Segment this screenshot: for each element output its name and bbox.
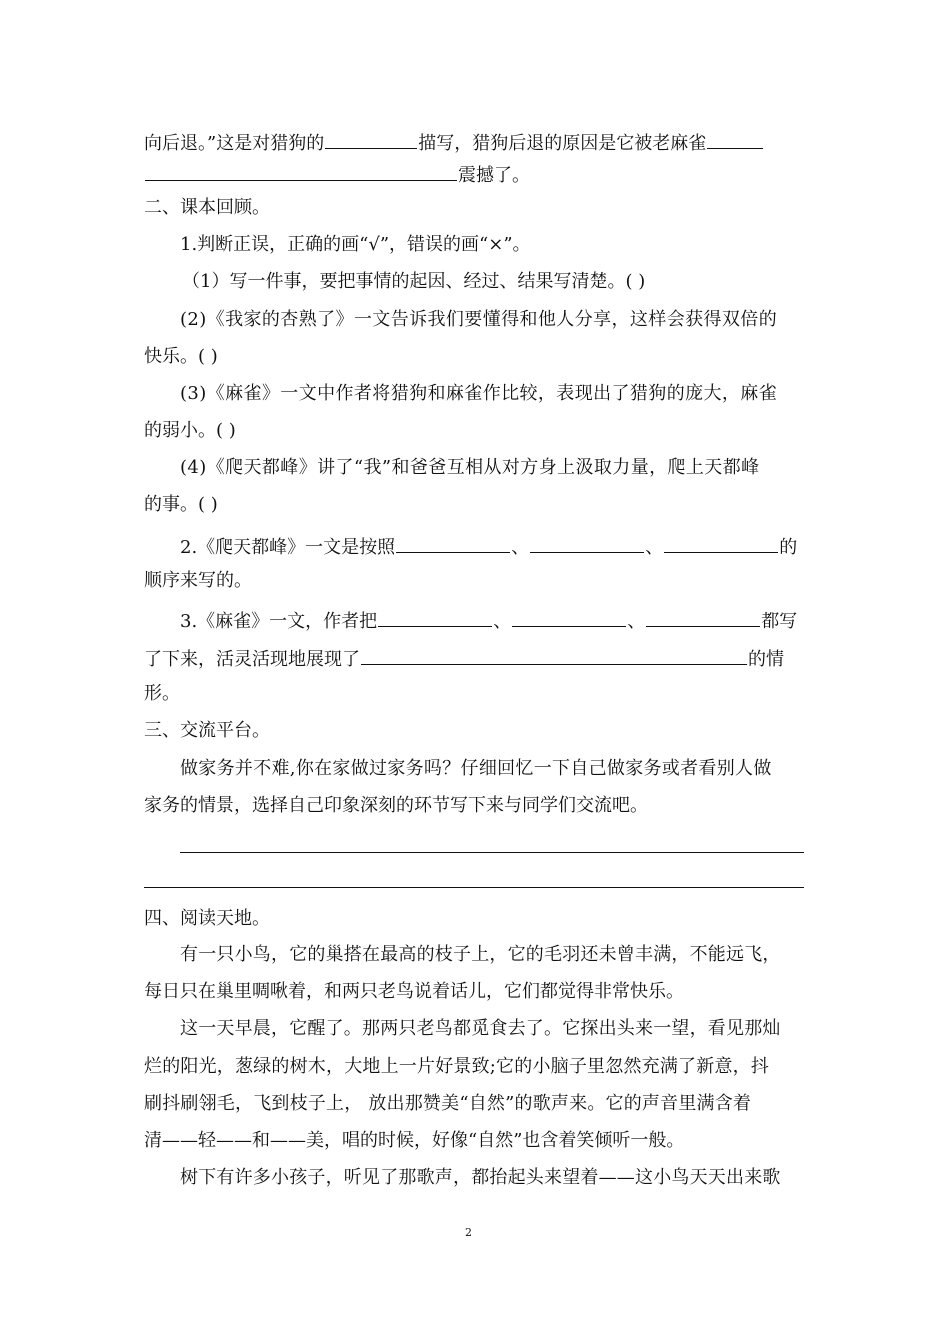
question-1: 1.判断正误，正确的画“√”，错误的画“×”。 (180, 234, 531, 255)
section-4-para-3a: 树下有许多小孩子，听见了那歌声，都抬起头来望着——这小鸟天天出来歌 (180, 1167, 781, 1188)
statement-3b: 的弱小。( ) (144, 420, 236, 441)
blank-scene[interactable] (361, 644, 747, 665)
question-2: 2.《爬天都峰》一文是按照 、 、 的 (180, 532, 797, 560)
question-3-cont: 了下来，活灵活现地展现了 的情 (144, 644, 784, 672)
writing-line-1[interactable] (180, 852, 804, 853)
section-4-para-1b: 每日只在巢里啁啾着，和两只老鸟说着话儿，它们都觉得非常快乐。 (144, 981, 684, 1002)
blank-reason[interactable] (707, 128, 763, 149)
blank-description-type[interactable] (325, 128, 417, 149)
blank-order-3[interactable] (664, 532, 778, 553)
blank-subject-2[interactable] (512, 606, 626, 627)
section-4-para-2a: 这一天早晨，它醒了。那两只老鸟都觅食去了。它探出头来一望，看见那灿 (180, 1018, 781, 1039)
section-3-heading: 三、交流平台。 (144, 720, 270, 741)
line-1: 向后退。”这是对猎狗的 描写，猎狗后退的原因是它被老麻雀 (144, 128, 764, 156)
blank-order-2[interactable] (530, 532, 644, 553)
statement-1: （1）写一件事，要把事情的起因、经过、结果写清楚。( ) (182, 271, 646, 292)
statement-3a: (3)《麻雀》一文中作者将猎狗和麻雀作比较，表现出了猎狗的庞大，麻雀 (180, 383, 778, 404)
section-4-heading: 四、阅读天地。 (144, 908, 270, 929)
section-4-para-1a: 有一只小鸟，它的巢搭在最高的枝子上，它的毛羽还未曾丰满，不能远飞， (180, 944, 781, 965)
section-3-para-1: 做家务并不难,你在家做过家务吗？仔细回忆一下自己做家务或者看别人做 (180, 758, 772, 779)
writing-line-2[interactable] (144, 887, 804, 888)
blank-order-1[interactable] (396, 532, 510, 553)
question-3-end: 形。 (144, 683, 180, 704)
statement-2b: 快乐。( ) (144, 346, 218, 367)
question-3: 3.《麻雀》一文，作者把 、 、 都写 (180, 606, 797, 634)
section-4-para-2c: 刷抖刷翎毛，飞到枝子上， 放出那赞美“自然”的歌声来。它的声音里满含着 (144, 1093, 752, 1114)
line-2: 震撼了。 (144, 160, 530, 188)
section-4-para-2b: 烂的阳光，葱绿的树木，大地上一片好景致;它的小脑子里忽然充满了新意，抖 (144, 1056, 770, 1077)
statement-2a: (2)《我家的杏熟了》一文告诉我们要懂得和他人分享，这样会获得双倍的 (180, 309, 778, 330)
question-2-cont: 顺序来写的。 (144, 570, 252, 591)
page-number: 2 (465, 1226, 472, 1239)
blank-subject-3[interactable] (646, 606, 760, 627)
blank-subject-1[interactable] (378, 606, 492, 627)
section-3-para-2: 家务的情景，选择自己印象深刻的环节写下来与同学们交流吧。 (144, 795, 648, 816)
statement-4a: (4)《爬天都峰》讲了“我”和爸爸互相从对方身上汲取力量，爬上天都峰 (180, 457, 760, 478)
blank-reason-cont[interactable] (145, 160, 457, 181)
section-4-para-2d: 清——轻——和——美，唱的时候，好像“自然”也含着笑倾听一般。 (144, 1130, 685, 1151)
statement-4b: 的事。( ) (144, 494, 218, 515)
section-2-heading: 二、课本回顾。 (144, 197, 270, 218)
